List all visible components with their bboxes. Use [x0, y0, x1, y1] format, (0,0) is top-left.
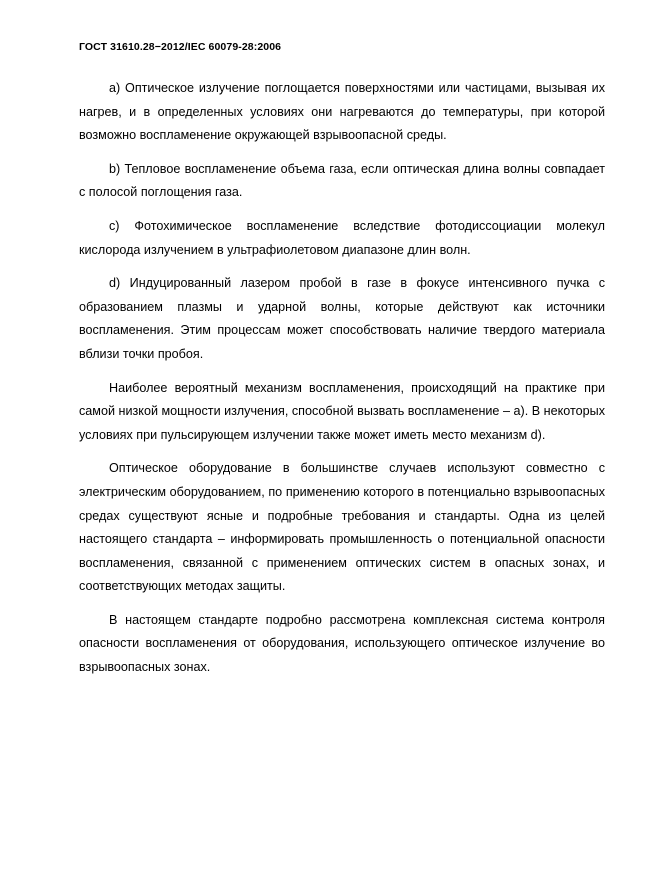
document-body — [79, 77, 605, 690]
paragraph-optical-equipment: Оптическое оборудование в большинстве случаев используют совместно с электрическим оборудованием, по применению которого в потенциально взрывоопасных средах существуют ясные и подробные требования и стандарты. Одна из целей настоящего стандарта – информировать промышленность о потенциальной опасности воспламенения, связанной с применением оптических систем в опасных зонах, и соответствующих методах защиты. — [79, 461, 605, 594]
paragraph-mechanism-c: c) Фотохимическое воспламенение вследствие фотодиссоциации молекул кислорода излучением в ультрафиолетовом диапазоне длин волн. — [79, 218, 605, 257]
paragraph-most-likely-mechanism: Наиболее вероятный механизм воспламенения, происходящий на практике при самой низкой мощности излучения, способной вызвать воспламенение – а). В некоторых условиях при пульсирующем излучении также может иметь место механизм d). — [79, 380, 605, 442]
document-header: ГОСТ 31610.28−2012/IEC 60079-28:2006 — [79, 41, 282, 53]
paragraph-mechanism-a: а) Оптическое излучение поглощается поверхностями или частицами, вызывая их нагрев, и в определенных условиях они нагреваются до температуры, при которой возможно воспламенение окружающей взрывоопасной среды. — [79, 81, 605, 143]
paragraph-mechanism-d: d) Индуцированный лазером пробой в газе в фокусе интенсивного пучка с образованием плазмы и ударной волны, которые действуют как источники воспламенения. Этим процессам может способствовать наличие твердого материала вблизи точки пробоя. — [79, 276, 605, 361]
paragraph-standard-scope: В настоящем стандарте подробно рассмотрена комплексная система контроля опасности воспламенения от оборудования, использующего оптическое излучение во взрывоопасных зонах. — [79, 612, 605, 675]
paragraph-mechanism-b: b) Тепловое воспламенение объема газа, если оптическая длина волны совпадает с полосой поглощения газа. — [79, 161, 605, 200]
